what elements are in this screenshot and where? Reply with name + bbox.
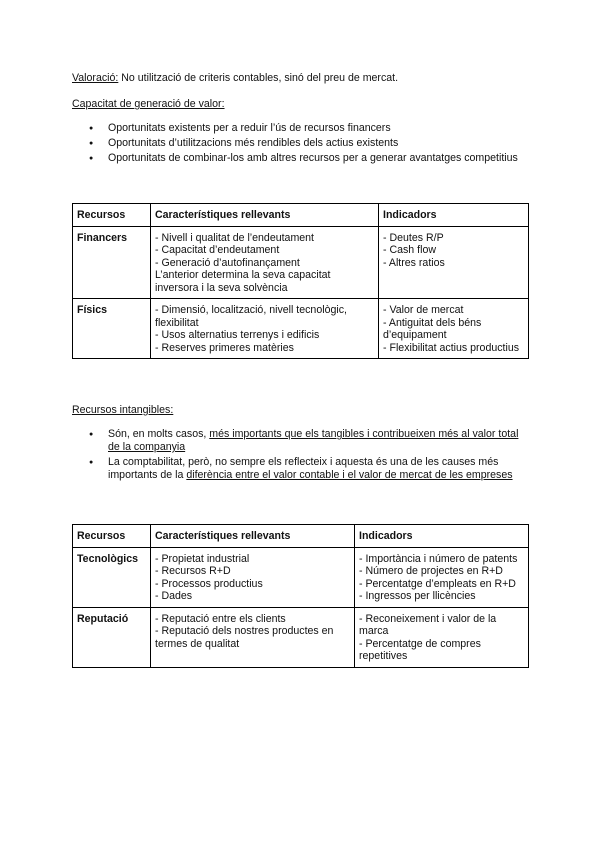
list-item: ● Oportunitats existents per a reduir l’ús de recursos financers xyxy=(72,122,532,135)
indicator-line: - Valor de mercat xyxy=(383,304,464,316)
feature-line: - Dimensió, localització, nivell tecnològic, flexibilitat xyxy=(155,304,347,329)
capacitat-heading: Capacitat de generació de valor: xyxy=(72,98,225,110)
features-cell xyxy=(151,226,379,299)
indicators-cell xyxy=(379,226,529,299)
table-row xyxy=(73,299,529,359)
feature-line: - Nivell i qualitat de l’endeutament xyxy=(155,231,314,244)
bullet-text: La comptabilitat, però, no sempre els reflecteix i aquesta és una de les causes més importants de la xyxy=(108,456,499,481)
table-row xyxy=(73,226,529,299)
intangibles-bullet-list xyxy=(72,428,532,484)
features-cell xyxy=(151,299,379,359)
indicator-line: - Percentatge d’empleats en R+D xyxy=(359,577,516,590)
feature-line: - Recursos R+D xyxy=(155,565,231,577)
feature-line: - Reputació entre els clients xyxy=(155,612,286,625)
intangibles-heading: Recursos intangibles: xyxy=(72,404,174,416)
table-header-row xyxy=(73,525,529,548)
feature-line: - Capacitat d’endeutament xyxy=(155,244,280,256)
valoracio-label: Valoració: xyxy=(72,72,119,84)
indicator-line: - Flexibilitat actius productius xyxy=(383,341,520,354)
indicator-line: - Antiguitat dels béns d’equipament xyxy=(383,316,482,341)
bullet-underlined-text: més importants que els tangibles i contribueixen més al valor total de la companyia xyxy=(108,428,519,453)
indicators-cell xyxy=(379,299,529,359)
indicators-cell xyxy=(355,607,529,667)
indicators-cell xyxy=(355,547,529,607)
resource-name: Reputació xyxy=(73,607,151,667)
bullet-text: Són, en molts casos, xyxy=(108,428,210,440)
capacitat-bullet-list xyxy=(72,122,532,167)
feature-line: - Propietat industrial xyxy=(155,552,250,565)
indicator-line: - Reconeixement i valor de la marca xyxy=(359,612,497,637)
bullet-underlined-text: diferència entre el valor contable i el valor de mercat de les empreses xyxy=(186,469,513,481)
feature-line: - Processos productius xyxy=(155,577,263,590)
valoracio-text: No utilització de criteris contables, sinó del preu de mercat. xyxy=(118,72,399,84)
indicator-line: - Ingressos per llicències xyxy=(359,590,476,602)
column-header: Característiques rellevants xyxy=(151,204,379,227)
column-header: Indicadors xyxy=(355,525,529,548)
indicator-line: - Importància i número de patents xyxy=(359,552,518,565)
resource-name: Físics xyxy=(73,299,151,359)
table-tangible-resources xyxy=(72,203,529,359)
indicator-line: - Altres ratios xyxy=(383,256,445,269)
resource-name: Financers xyxy=(73,226,151,299)
feature-line: - Usos alternatius terrenys i edificis xyxy=(155,329,320,341)
table-row xyxy=(73,607,529,667)
list-item: ● Oportunitats d’utilitzacions més rendibles dels actius existents xyxy=(72,137,532,150)
valoracio-line xyxy=(72,72,398,84)
column-header: Recursos xyxy=(73,204,151,227)
feature-line: L’anterior determina la seva capacitat inversora i la seva solvència xyxy=(155,269,331,294)
list-item xyxy=(72,456,532,482)
feature-line: - Reputació dels nostres productes en termes de qualitat xyxy=(155,625,334,650)
indicator-line: - Cash flow xyxy=(383,244,436,256)
feature-line: - Reserves primeres matèries xyxy=(155,341,294,354)
table-row xyxy=(73,547,529,607)
table-intangible-resources xyxy=(72,524,529,668)
column-header: Indicadors xyxy=(379,204,529,227)
features-cell xyxy=(151,607,355,667)
indicator-line: - Número de projectes en R+D xyxy=(359,565,503,577)
indicator-line: - Deutes R/P xyxy=(383,231,444,244)
feature-line: - Generació d’autofinançament xyxy=(155,256,300,269)
list-item: ● Oportunitats de combinar-los amb altres recursos per a generar avantatges competitius xyxy=(72,152,532,165)
column-header: Recursos xyxy=(73,525,151,548)
table-header-row xyxy=(73,204,529,227)
features-cell xyxy=(151,547,355,607)
indicator-line: - Percentatge de compres repetitives xyxy=(359,637,481,662)
feature-line: - Dades xyxy=(155,590,193,602)
column-header: Característiques rellevants xyxy=(151,525,355,548)
list-item xyxy=(72,428,532,454)
resource-name: Tecnològics xyxy=(73,547,151,607)
